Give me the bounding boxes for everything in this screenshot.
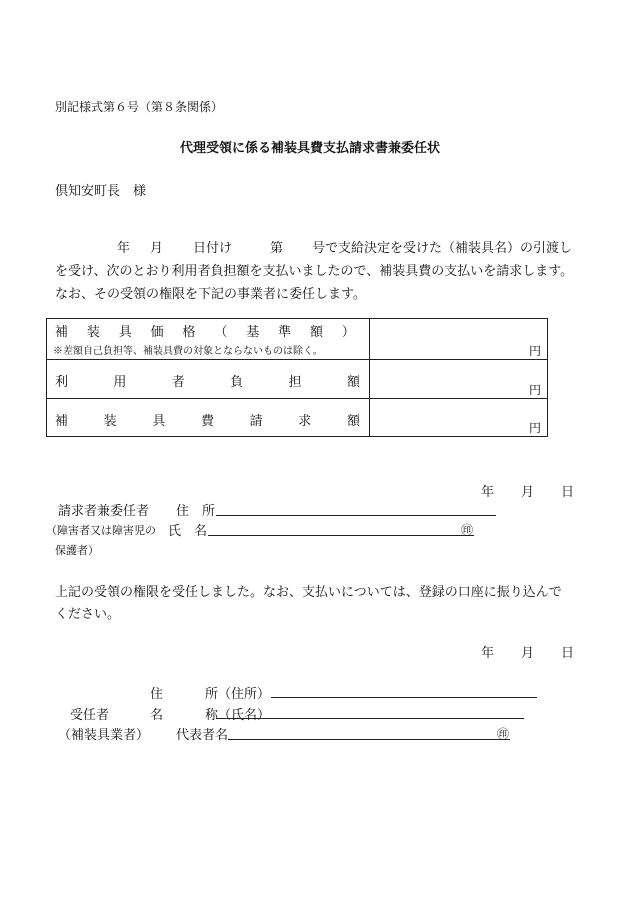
agent-address-label-a: 住 — [150, 687, 164, 702]
label-char: 求 — [298, 414, 312, 429]
label-char: ） — [341, 325, 355, 340]
label-char: 装 — [86, 325, 100, 340]
body-number-prefix: 第 — [270, 241, 284, 256]
agent-business-label: （補装具業者） — [58, 728, 150, 743]
body-date-year: 年 — [117, 241, 131, 256]
form-number: 別記様式第６号（第８条関係） — [55, 100, 224, 114]
document-title: 代理受領に係る補装具費支払請求書兼委任状 — [180, 141, 441, 156]
label-char: 額 — [310, 325, 324, 340]
row-device-price-note: ※差額自己負担等、補装具費の対象とならないものは除く。 — [53, 346, 323, 357]
label-char: 準 — [278, 325, 292, 340]
row-device-price-unit: 円 — [528, 344, 541, 358]
delegation-line2: ください。 — [55, 607, 121, 622]
label-char: 者 — [171, 375, 185, 390]
agent-name-label-b: 称（氏名） — [205, 708, 271, 723]
table-divider-vertical — [369, 319, 370, 436]
label-char: 基 — [246, 325, 260, 340]
claimant-address-label: 住 所 — [176, 504, 216, 519]
body-date-month: 月 — [150, 241, 164, 256]
row-claim-amount-unit: 円 — [528, 421, 541, 435]
body-line1-rest: 号で支給決定を受けた（補装具名）の引渡し — [312, 241, 573, 256]
claimant-role-label: 請求者兼委任者 — [58, 504, 150, 519]
table-divider-row2 — [47, 398, 547, 399]
label-char: 担 — [288, 375, 302, 390]
agent-name-line[interactable] — [216, 718, 524, 719]
agent-representative-line[interactable] — [228, 739, 510, 740]
guardian-note-2: 保護者） — [55, 544, 99, 557]
agent-name-label-a: 名 — [150, 708, 164, 723]
row-user-burden-unit: 円 — [528, 383, 541, 397]
guardian-note-1: （障害者又は障害児の — [46, 524, 156, 537]
agent-date-year: 年 — [481, 646, 495, 661]
label-char: 具 — [118, 325, 132, 340]
label-char: 用 — [113, 375, 127, 390]
label-char: 装 — [103, 414, 117, 429]
agent-address-line[interactable] — [271, 697, 537, 698]
label-char: 額 — [346, 375, 360, 390]
label-char: 具 — [152, 414, 166, 429]
claimant-name-line[interactable] — [208, 535, 474, 536]
body-line2: を受け、次のとおり利用者負担額を支払いましたので、補装具費の支払いを請求します。 — [55, 264, 574, 279]
table-divider-row1 — [47, 359, 547, 360]
claimant-address-line[interactable] — [216, 515, 496, 516]
agent-date-day: 日 — [561, 646, 575, 661]
claimant-name-label: 氏 名 — [168, 524, 208, 539]
agent-seal-mark: ㊞ — [497, 727, 510, 741]
label-char: 利 — [55, 375, 69, 390]
label-char: 請 — [249, 414, 263, 429]
label-char: 補 — [55, 414, 69, 429]
claimant-seal-mark: ㊞ — [461, 523, 474, 537]
label-char: 負 — [230, 375, 244, 390]
label-char: 額 — [346, 414, 360, 429]
label-char: （ — [214, 325, 228, 340]
body-date-day: 日付け — [193, 241, 233, 256]
amount-table — [46, 318, 548, 437]
claimant-date-day: 日 — [561, 485, 575, 500]
label-char: 補 — [55, 325, 69, 340]
agent-address-label-b: 所（住所） — [205, 687, 271, 702]
row-device-price-label — [55, 321, 355, 340]
claimant-date-month: 月 — [521, 485, 535, 500]
label-char: 費 — [200, 414, 214, 429]
claimant-date-year: 年 — [481, 485, 495, 500]
label-char: 格 — [182, 325, 196, 340]
agent-date-month: 月 — [521, 646, 535, 661]
label-char: 価 — [150, 325, 164, 340]
agent-representative-label: 代表者名 — [176, 728, 229, 743]
agent-role-label: 受任者 — [70, 708, 110, 723]
addressee: 倶知安町長 様 — [55, 184, 147, 199]
body-line3: なお、その受領の権限を下記の事業者に委任します。 — [55, 287, 366, 302]
row-claim-amount-label — [55, 410, 360, 429]
delegation-line1: 上記の受領の権限を受任しました。なお、支払いについては、登録の口座に振り込んで — [55, 585, 562, 600]
row-user-burden-label — [55, 371, 360, 390]
